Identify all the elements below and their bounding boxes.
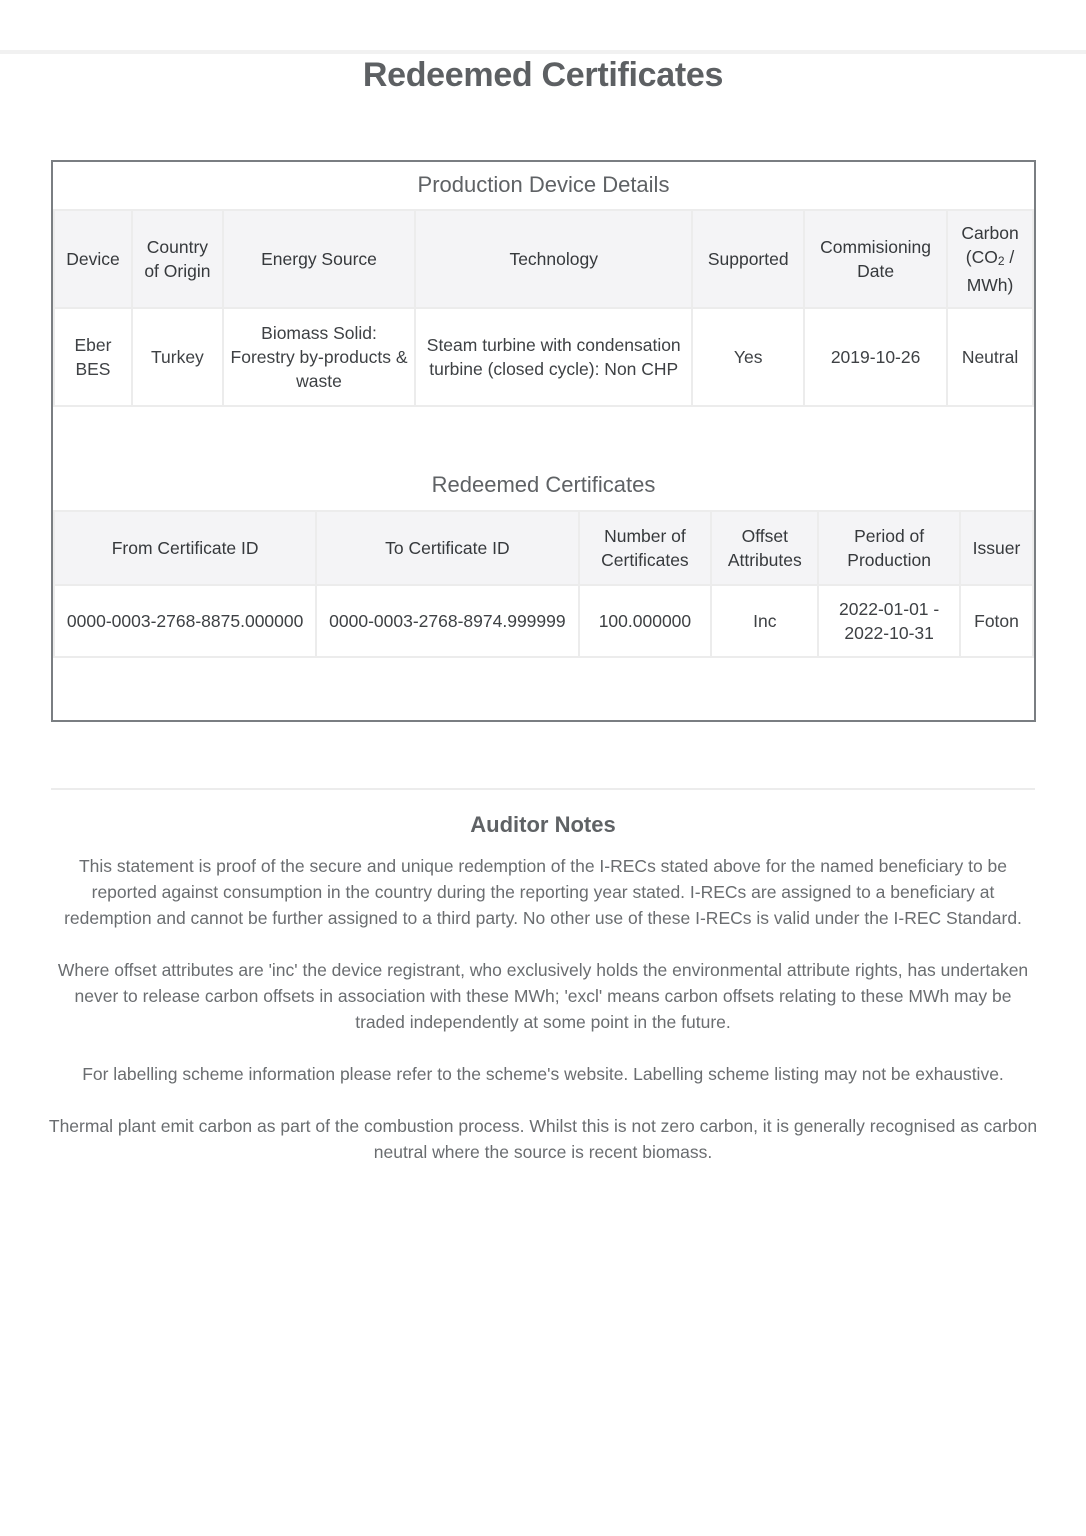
auditor-notes-title: Auditor Notes [470, 812, 616, 837]
header-supported: Supported [692, 210, 804, 308]
header-from-certificate-id: From Certificate ID [54, 511, 316, 585]
header-issuer: Issuer [960, 511, 1033, 585]
header-commissioning-date: Commisioning Date [804, 210, 947, 308]
auditor-note-paragraph: Thermal plant emit carbon as part of the combustion process. Whilst this is not zero carbon, it is generally recognised as carbon neutral where the source is recent biomass. [48, 1116, 1038, 1162]
top-divider-strip [0, 50, 1086, 54]
table-row [54, 308, 1033, 406]
device-table-title: Production Device Details [417, 172, 670, 197]
header-carbon [947, 210, 1033, 308]
header-carbon-suffix: / MWh) [966, 247, 1015, 295]
page-title: Redeemed Certificates [362, 56, 724, 94]
cell-technology: Steam turbine with condensation turbine (closed cycle): Non CHP [415, 308, 692, 406]
auditor-notes-body [48, 853, 1038, 1191]
auditor-note-paragraph: This statement is proof of the secure and unique redemption of the I-RECs stated above for the named beneficiary to be reported against consumption in the country during the reporting year stated. I-RECs are assigned to a beneficiary at redemption and cannot be further assigned to a third party. No other use of these I-RECs is valid under the I-REC Standard. [64, 856, 1022, 928]
header-device: Device [54, 210, 132, 308]
auditor-note-paragraph: For labelling scheme information please refer to the scheme's website. Labelling scheme listing may not be exhaustive. [82, 1064, 1004, 1084]
cell-from-certificate-id: 0000-0003-2768-8875.000000 [54, 585, 316, 657]
header-offset-attributes: Offset Attributes [711, 511, 818, 585]
table-header-row [54, 210, 1033, 308]
certificate-details-card [51, 160, 1036, 722]
header-energy-source: Energy Source [223, 210, 415, 308]
cell-supported: Yes [692, 308, 804, 406]
header-number-of-certificates: Number of Certificates [579, 511, 712, 585]
cell-to-certificate-id: 0000-0003-2768-8974.999999 [316, 585, 578, 657]
cell-issuer: Foton [960, 585, 1033, 657]
cell-country: Turkey [132, 308, 223, 406]
production-device-table [53, 209, 1034, 407]
table-row [54, 585, 1033, 657]
cell-offset-attributes: Inc [711, 585, 818, 657]
cell-carbon: Neutral [947, 308, 1033, 406]
cell-device: Eber BES [54, 308, 132, 406]
header-technology: Technology [415, 210, 692, 308]
section-divider [51, 788, 1035, 790]
cell-commissioning-date: 2019-10-26 [804, 308, 947, 406]
header-carbon-subscript: 2 [997, 254, 1005, 268]
header-country: Country of Origin [132, 210, 223, 308]
cell-number-of-certificates: 100.000000 [579, 585, 712, 657]
cell-energy-source: Biomass Solid: Forestry by-products & waste [223, 308, 415, 406]
header-to-certificate-id: To Certificate ID [316, 511, 578, 585]
redeemed-certificates-table [53, 510, 1034, 658]
header-carbon-prefix: Carbon (CO [961, 223, 1019, 267]
cell-period-of-production: 2022-01-01 - 2022-10-31 [818, 585, 960, 657]
table-header-row [54, 511, 1033, 585]
header-period-of-production: Period of Production [818, 511, 960, 585]
auditor-note-paragraph: Where offset attributes are 'inc' the device registrant, who exclusively holds the environmental attribute rights, has undertaken never to release carbon offsets in association with these MWh; 'excl' means carbon offsets relating to these MWh may be traded independently at some point in the future. [57, 960, 1029, 1032]
certificates-table-title: Redeemed Certificates [431, 472, 656, 497]
